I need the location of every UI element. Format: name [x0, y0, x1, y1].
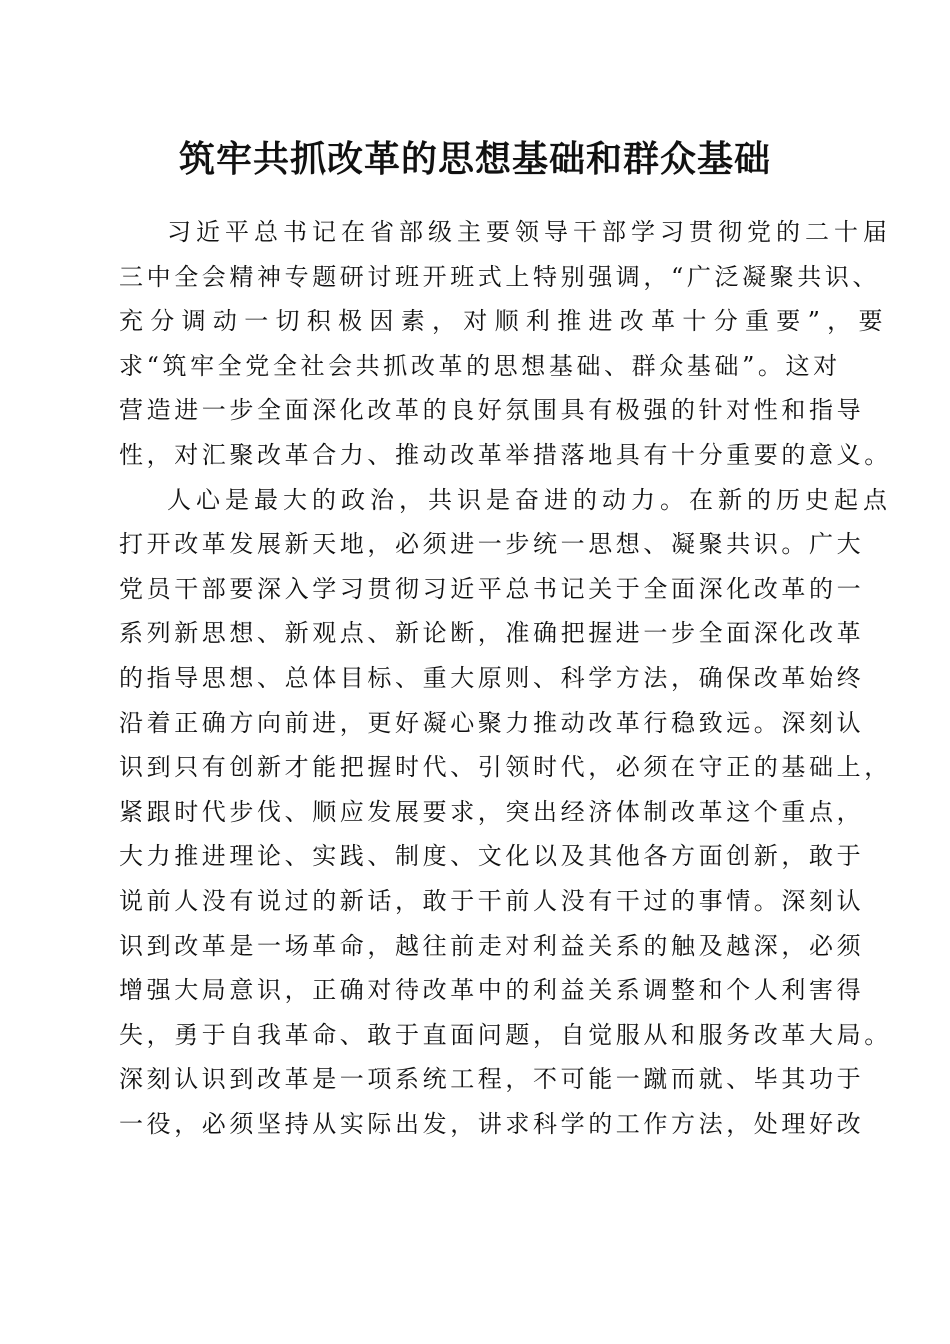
text-line: 党员干部要深入学习贯彻习近平总书记关于全面深化改革的一 [119, 574, 865, 603]
text-line: 充分调动一切积极因素，对顺利推进改革十分重要”，要 [119, 307, 890, 336]
text-line: 的指导思想、总体目标、重大原则、科学方法，确保改革始终 [119, 663, 865, 692]
text-line: 失，勇于自我革命、敢于直面问题，自觉服从和服务改革大局。 [119, 1020, 892, 1049]
document-body [119, 210, 892, 1146]
text-line: 人心是最大的政治，共识是奋进的动力。在新的历史起点 [167, 485, 892, 514]
text-line: 沿着正确方向前进，更好凝心聚力推动改革行稳致远。深刻认 [119, 708, 865, 737]
text-line: 识到改革是一场革命，越往前走对利益关系的触及越深，必须 [119, 931, 865, 960]
text-line: 深刻认识到改革是一项系统工程，不可能一蹴而就、毕其功于 [119, 1065, 865, 1094]
text-line: 系列新思想、新观点、新论断，准确把握进一步全面深化改革 [119, 619, 865, 648]
text-line: 大力推进理论、实践、制度、文化以及其他各方面创新，敢于 [119, 842, 865, 871]
paragraph-2 [119, 478, 892, 1147]
text-line: 三中全会精神专题研讨班开班式上特别强调，“广泛凝聚共识、 [119, 262, 881, 291]
page-title: 筑牢共抓改革的思想基础和群众基础 [178, 138, 771, 180]
text-line: 增强大局意识，正确对待改革中的利益关系调整和个人利害得 [119, 976, 865, 1005]
text-line: 一役，必须坚持从实际出发，讲求科学的工作方法，处理好改 [119, 1109, 865, 1138]
paragraph-1 [119, 210, 892, 478]
text-line: 性，对汇聚改革合力、推动改革举措落地具有十分重要的意义。 [119, 440, 892, 469]
text-line: 紧跟时代步伐、顺应发展要求，突出经济体制改革这个重点， [119, 797, 865, 826]
text-line: 习近平总书记在省部级主要领导干部学习贯彻党的二十届 [167, 218, 892, 246]
text-line: 营造进一步全面深化改革的良好氛围具有极强的针对性和指导 [119, 396, 865, 425]
text-line: 打开改革发展新天地，必须进一步统一思想、凝聚共识。广大 [119, 530, 865, 559]
text-line: 求“筑牢全党全社会共抓改革的思想基础、群众基础”。这对 [119, 351, 841, 380]
text-line: 识到只有创新才能把握时代、引领时代，必须在守正的基础上， [119, 753, 892, 782]
text-line: 说前人没有说过的新话，敢于干前人没有干过的事情。深刻认 [119, 886, 865, 915]
